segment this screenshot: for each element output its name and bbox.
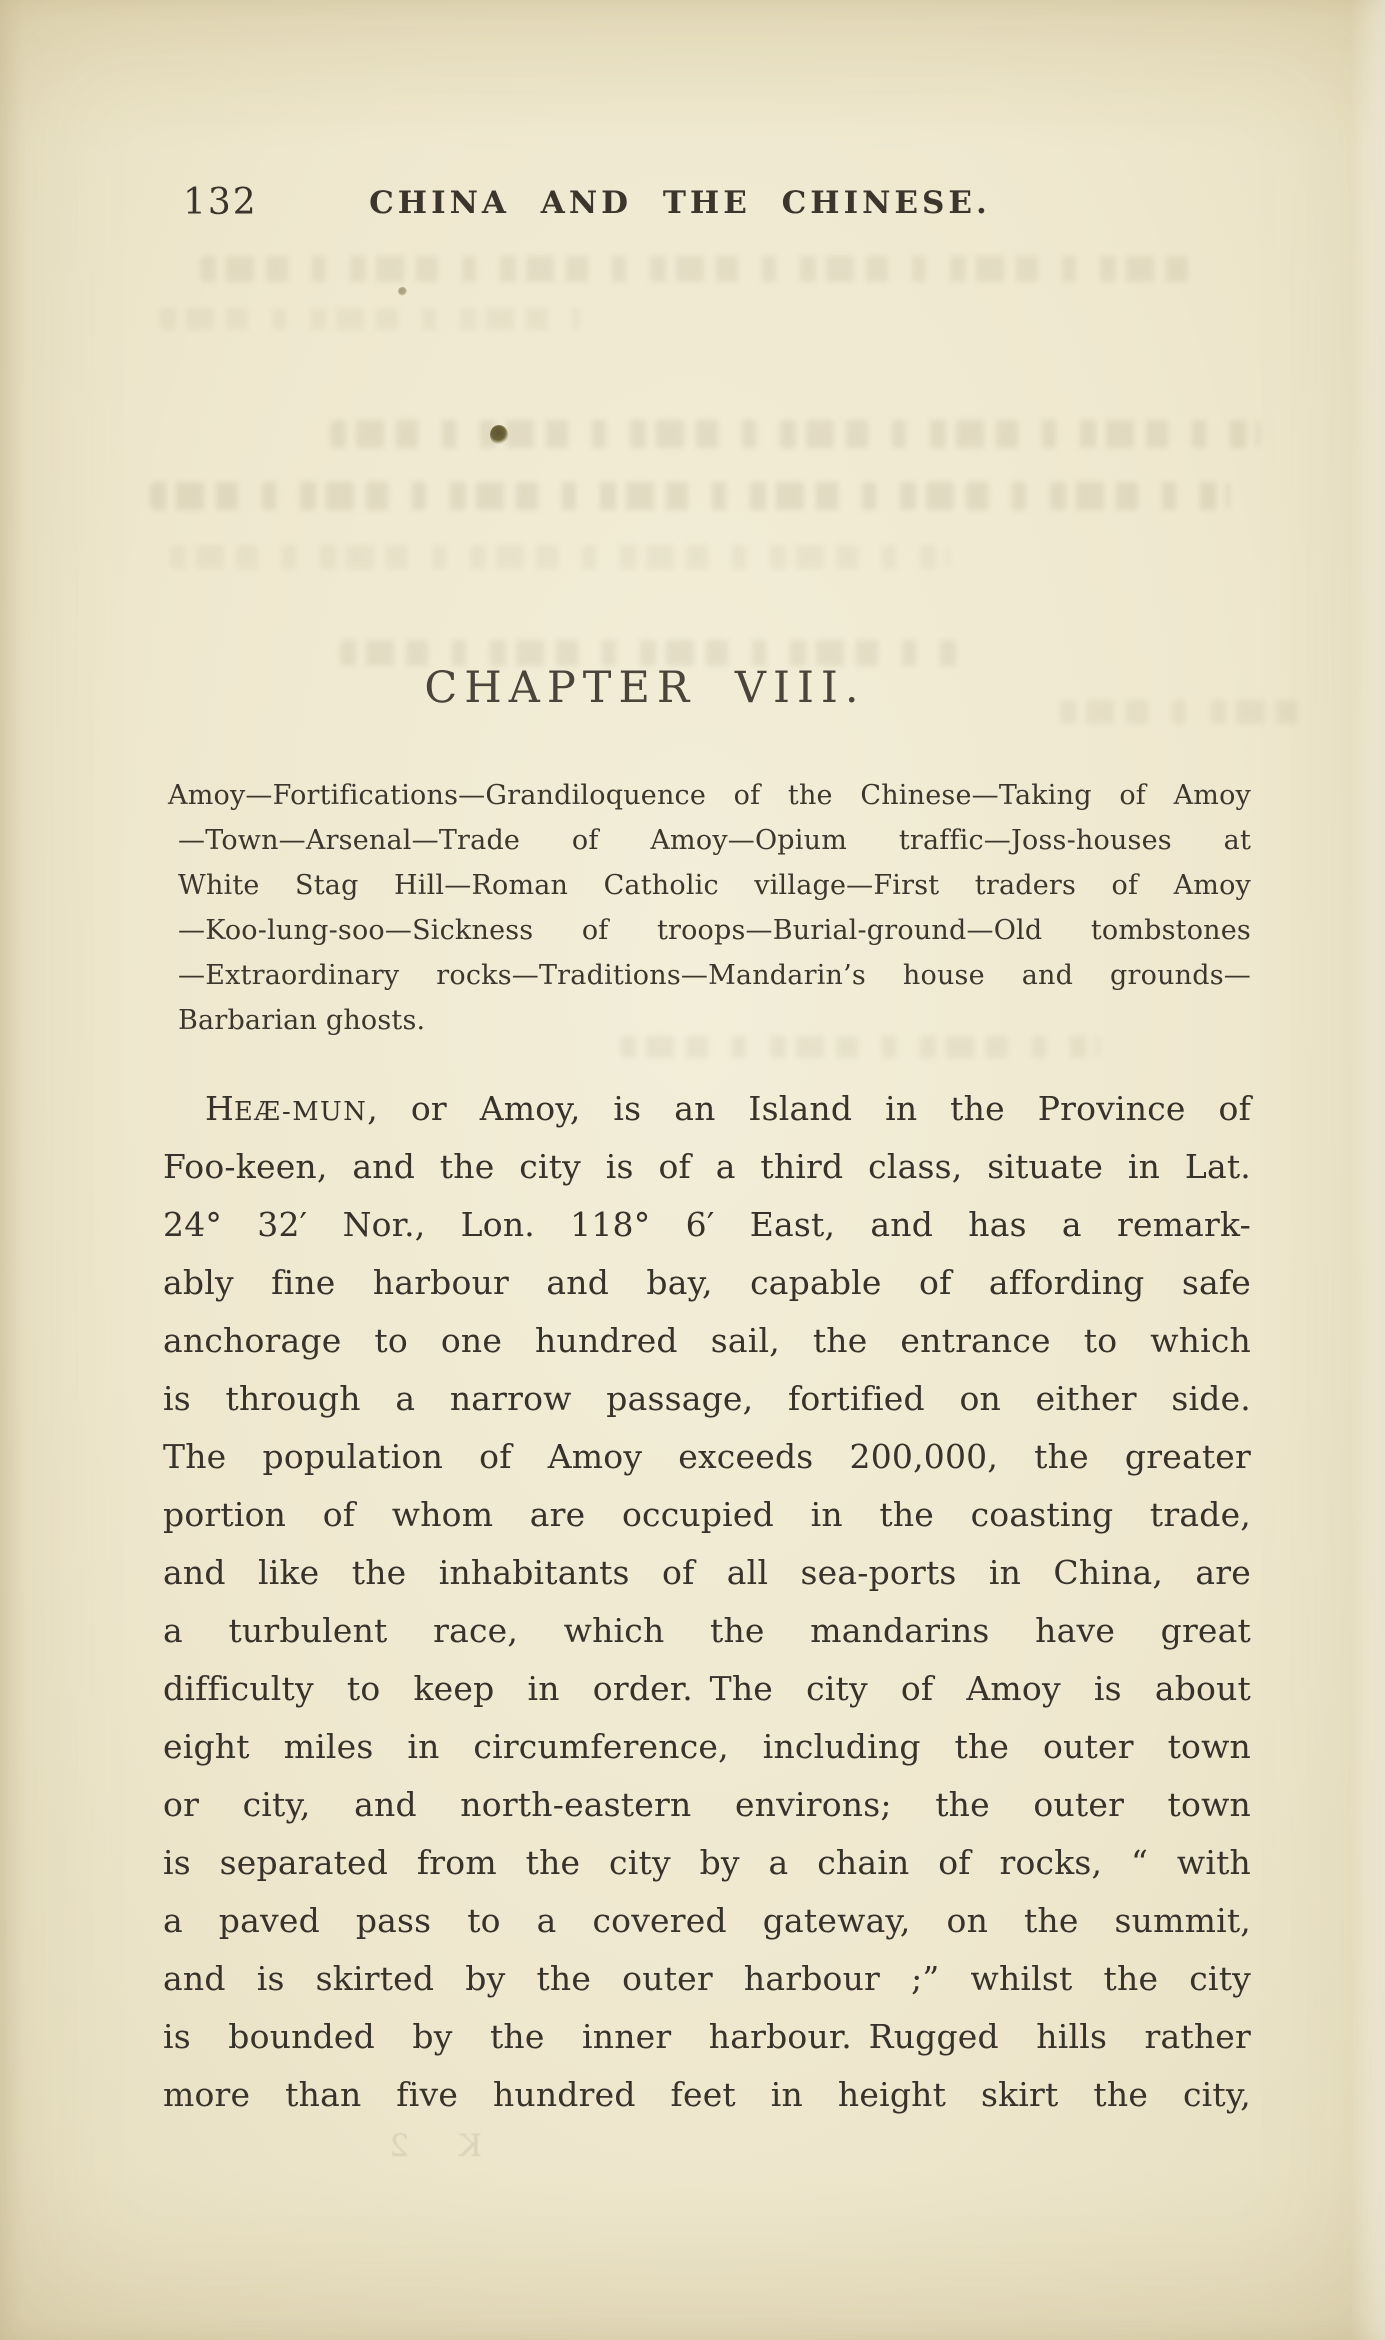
- body-line: eight miles in circumference, including the outer town: [163, 1727, 1251, 1766]
- body-line: difficulty to keep in order. The city of Amoy is about: [163, 1669, 1251, 1708]
- ink-spot: [490, 425, 508, 445]
- summary-line: Amoy—Fortifications—Grandiloquence of the Chinese—Taking of Amoy: [168, 780, 1251, 811]
- body-line-text: , or Amoy, is an Island in the Province of: [367, 1089, 1251, 1128]
- book-title-running-head: CHINA AND THE CHINESE.: [369, 185, 991, 221]
- body-line: a turbulent race, which the mandarins have great: [163, 1611, 1251, 1650]
- chapter-summary: [168, 773, 1251, 1043]
- bleedthrough-smudge: [150, 482, 1230, 510]
- body-line: 24° 32′ Nor., Lon. 118° 6′ East, and has a remark-: [163, 1205, 1251, 1244]
- body-line: more than five hundred feet in height skirt the city,: [163, 2075, 1251, 2114]
- body-line: is through a narrow passage, fortified on either side.: [163, 1379, 1251, 1418]
- summary-line: —Koo-lung-soo—Sickness of troops—Burial-ground—Old tombstones: [178, 915, 1251, 946]
- bleedthrough-smudge: [160, 308, 580, 330]
- body-line: ably fine harbour and bay, capable of affording safe: [163, 1263, 1251, 1302]
- body-line: anchorage to one hundred sail, the entrance to which: [163, 1321, 1251, 1360]
- body-line: and is skirted by the outer harbour ;” whilst the city: [163, 1959, 1251, 1998]
- summary-line: —Town—Arsenal—Trade of Amoy—Opium traffic—Joss-houses at: [178, 825, 1251, 856]
- first-word-capital: H: [205, 1089, 234, 1128]
- bleedthrough-smudge: [330, 420, 1260, 448]
- summary-line: White Stag Hill—Roman Catholic village—First traders of Amoy: [178, 870, 1251, 901]
- body-line: portion of whom are occupied in the coasting trade,: [163, 1495, 1251, 1534]
- body-line: or city, and north-eastern environs; the outer town: [163, 1785, 1251, 1824]
- body-line: and like the inhabitants of all sea-ports in China, are: [163, 1553, 1251, 1592]
- chapter-heading: CHAPTER VIII.: [424, 663, 866, 713]
- summary-line: —Extraordinary rocks—Traditions—Mandarin’s house and grounds—: [178, 960, 1251, 991]
- body-line-first: [163, 1080, 1251, 1138]
- first-word-smallcaps: EÆ-MUN: [233, 1097, 368, 1127]
- running-head: [0, 180, 1385, 228]
- ink-spot: [398, 287, 407, 296]
- summary-line: Barbarian ghosts.: [178, 1005, 426, 1036]
- body-line: is bounded by the inner harbour. Rugged hills rather: [163, 2017, 1251, 2056]
- page-number: 132: [183, 182, 258, 223]
- body-paragraph: [163, 1080, 1251, 2124]
- body-line: is separated from the city by a chain of rocks, “ with: [163, 1843, 1251, 1882]
- body-line: The population of Amoy exceeds 200,000, the greater: [163, 1437, 1251, 1476]
- body-line: a paved pass to a covered gateway, on the summit,: [163, 1901, 1251, 1940]
- bleedthrough-smudge: [200, 256, 1190, 282]
- ghost-signature-mark: K 2: [369, 2128, 482, 2164]
- body-line: Foo-keen, and the city is of a third class, situate in Lat.: [163, 1147, 1251, 1186]
- bleedthrough-smudge: [170, 545, 950, 569]
